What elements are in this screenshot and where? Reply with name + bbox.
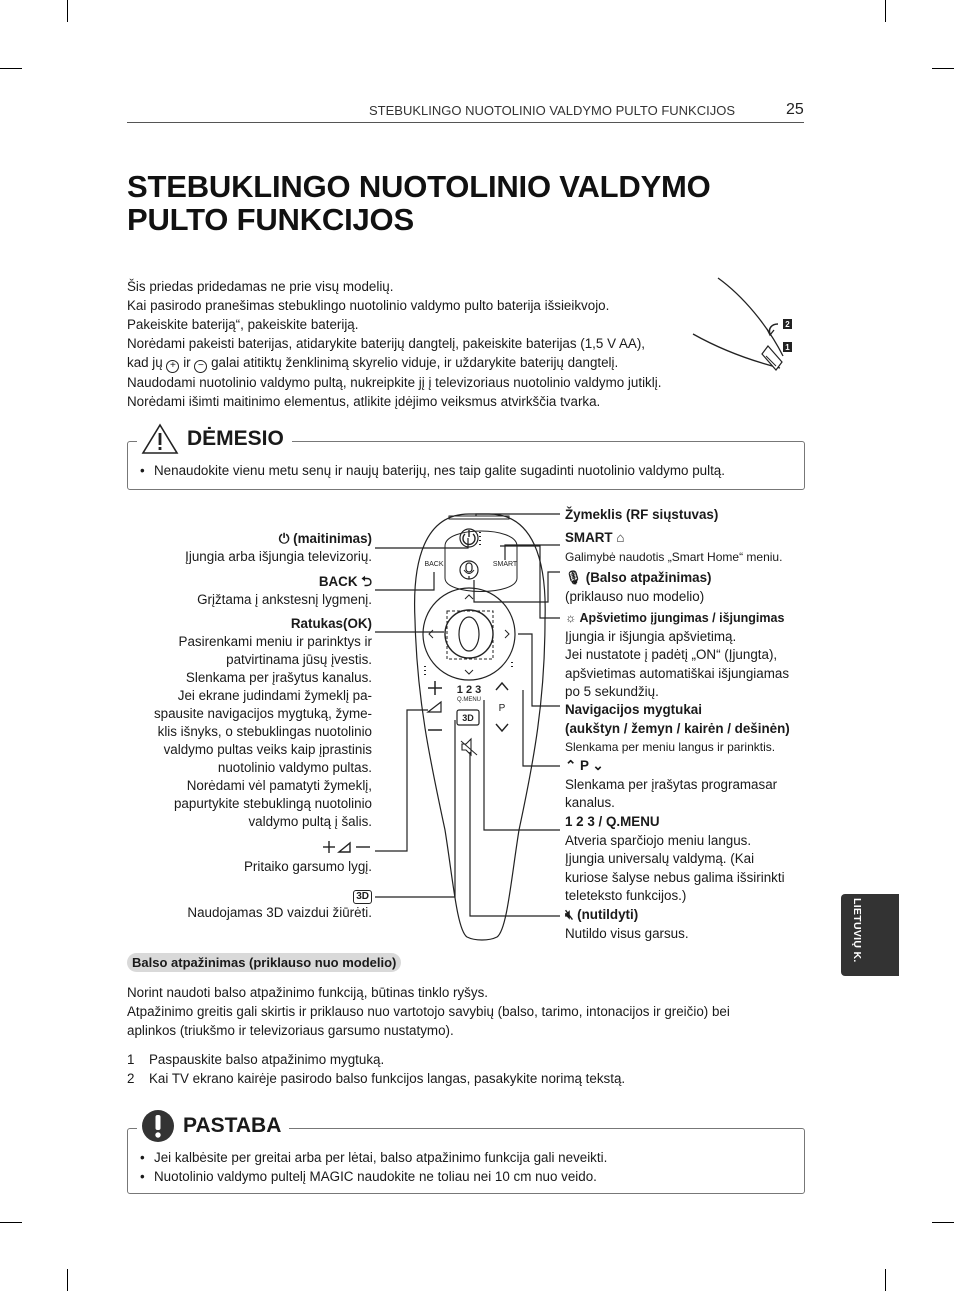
svg-text:1 2 3: 1 2 3 bbox=[456, 684, 482, 696]
svg-text:2: 2 bbox=[785, 320, 790, 329]
voice-section-heading: Balso atpažinimas (priklauso nuo modelio) bbox=[127, 953, 401, 972]
caution-heading: DĖMESIO bbox=[137, 421, 292, 457]
minus-icon: − bbox=[194, 360, 207, 373]
power-icon: ⏻ bbox=[278, 531, 290, 546]
3d-icon: 3D bbox=[187, 886, 372, 904]
step-item: 1 Paspauskite balso atpažinimo mygtuką. bbox=[127, 1052, 385, 1067]
label-power: ⏻ (maitinimas) Įjungia arba išjungia televizorių. bbox=[185, 531, 372, 564]
label-mute: 🔇︎ (nutildyti) Nutildo visus garsus. bbox=[565, 907, 689, 941]
svg-text:SMART: SMART bbox=[492, 561, 518, 568]
caution-box: • Nenaudokite vienu metu senų ir naujų baterijų, nes taip galite sugadinti nuotolinio valdymo pultą. bbox=[127, 441, 805, 490]
exclamation-circle-icon bbox=[141, 1109, 175, 1143]
label-wheel: Ratukas(OK) Pasirenkami meniu ir parinktys ir patvirtinama jūsų įvestis. Slenkama per įrašytus kanalus. Jei ekrane judindami žymeklį pa- spausite navigacijos mygtuką, žyme- klis išnyks, o stebuklingas nuotolinio valdymo pultas veiks kaip įprastinis nuotolinio valdymo pultas. Norėdami vėl pamatyti žymeklį, papurtykite stebuklingą nuotolinio valdymo pultą į šalis. bbox=[153, 616, 372, 829]
label-pointer: Žymeklis (RF siųstuvas) bbox=[565, 507, 719, 522]
microphone-icon: 🎙︎ bbox=[565, 570, 582, 585]
page-number: 25 bbox=[786, 101, 804, 118]
voice-steps bbox=[127, 1050, 625, 1088]
page-title: STEBUKLINGO NUOTOLINIO VALDYMO PULTO FUNKCIJOS bbox=[127, 169, 711, 237]
chevron-up-icon: ⌃ bbox=[565, 758, 577, 773]
plus-icon: + bbox=[166, 360, 179, 373]
volume-icons bbox=[244, 840, 372, 858]
svg-text:Q.MENU: Q.MENU bbox=[457, 697, 481, 703]
svg-text:P: P bbox=[498, 703, 506, 714]
label-smart: SMART ⌂ Galimybė naudotis „Smart Home“ meniu. bbox=[565, 530, 783, 564]
step-item: 2 Kai TV ekrano kairėje pasirodo balso funkcijos langas, pasakykite norimą tekstą. bbox=[127, 1071, 626, 1086]
label-qmenu: 1 2 3 / Q.MENU Atveria sparčiojo meniu langus. Įjungia universalų valdymą. (Kai kuriose šalyse nebus galima išsirinkti teleteksto funkcijos.) bbox=[565, 814, 785, 903]
mute-icon: 🔇︎ bbox=[565, 907, 574, 922]
label-3d: 3D Naudojamas 3D vaizdui žiūrėti. bbox=[187, 886, 372, 922]
label-navigation: Navigacijos mygtukai (aukštyn / žemyn / kairėn / dešinėn) Slenkama per meniu langus ir parinktis. bbox=[565, 702, 790, 754]
running-header: STEBUKLINGO NUOTOLINIO VALDYMO PULTO FUNKCIJOS bbox=[369, 103, 735, 118]
svg-text:3D: 3D bbox=[462, 713, 474, 723]
label-voice: 🎙︎ (Balso atpažinimas) (priklauso nuo modelio) bbox=[565, 570, 712, 604]
label-light: ☼ Apšvietimo įjungimas / išjungimas Įjungia ir išjungia apšvietimą. Jei nustatote į padėtį „ON“ (Įjungta), apšvietimas automatiškai išjungiamas po 5 sekundžių. bbox=[565, 611, 790, 699]
intro-text: Šis priedas pridedamas ne prie visų modelių. Kai pasirodo pranešimas stebuklingo nuotolinio valdymo pulto baterija išsieikvojo. Pakeiskite bateriją“, pakeiskite bateriją. Norėdami pakeisti baterijas, atidarykite baterijų dangtelį, pakeiskite baterijas (1,5 V AA), kad jų + ir − galai atitiktų ženklinimą skyrelio viduje, ir uždarykite baterijų dangtelį. Naudodami nuotolinio valdymo pultą, nukreipkite jį į televizoriaus nuotolinio valdymo jutiklį. Norėdami išimti maitinimo elementus, atlikite įdėjimo veiksmus atvirkščia tvarka. bbox=[127, 279, 662, 409]
back-arrow-icon: ⮌ bbox=[361, 574, 372, 589]
light-bulb-icon: ☼ bbox=[565, 611, 577, 625]
label-program: ⌃ P ⌄ Slenkama per įrašytas programasar kanalus. bbox=[565, 758, 778, 810]
svg-text:1: 1 bbox=[785, 343, 790, 352]
label-back: BACK ⮌ Grįžtama į ankstesnį lygmenį. bbox=[197, 574, 372, 607]
volume-icon bbox=[322, 840, 372, 854]
chevron-down-icon: ⌄ bbox=[592, 758, 604, 773]
home-icon: ⌂ bbox=[616, 530, 625, 545]
language-tab-label: LIETUVIŲ K. bbox=[851, 898, 863, 963]
qmenu-icon: 1 2 3 bbox=[565, 814, 595, 829]
note-box: • Jei kalbėsite per greitai arba per lėtai, balso atpažinimo funkcija gali neveikti. • Nuotolinio valdymo pultelį MAGIC naudokite ne toliau nei 10 cm nuo veido. bbox=[127, 1128, 805, 1194]
voice-section-text: Norint naudoti balso atpažinimo funkciją, būtinas tinklo ryšys. Atpažinimo greitis gali skirtis ir priklauso nuo vartotojo savybių (balso, tarimo, intonacijos ir greičio) bei aplinkos (triukšmo ir televizoriaus garsumo nustatymo). bbox=[127, 985, 730, 1038]
label-volume: Pritaiko garsumo lygį. bbox=[244, 840, 372, 876]
note-heading: PASTABA bbox=[137, 1106, 289, 1146]
svg-text:BACK: BACK bbox=[424, 561, 444, 568]
